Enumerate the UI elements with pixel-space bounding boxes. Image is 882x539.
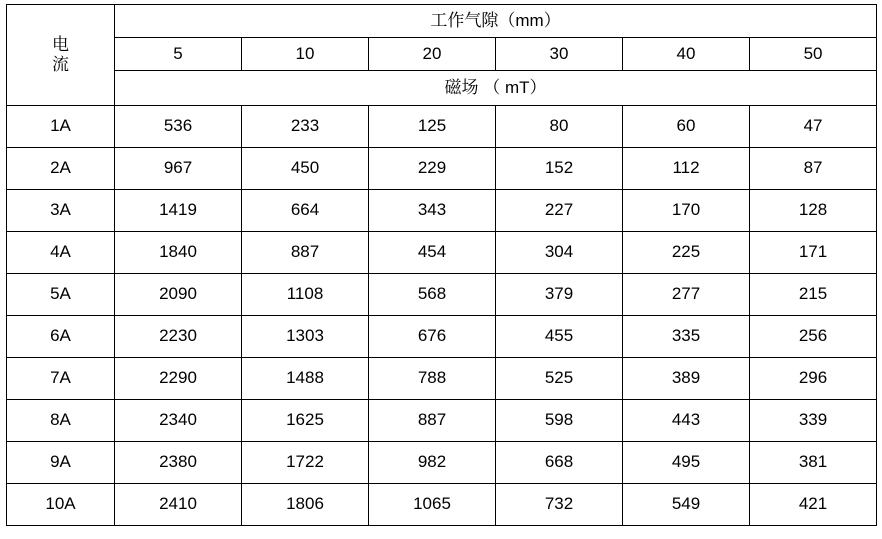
gap-header-50: 50	[750, 38, 877, 71]
value-cell: 87	[750, 148, 877, 190]
value-cell: 256	[750, 316, 877, 358]
value-cell: 47	[750, 106, 877, 148]
table-row	[7, 316, 877, 358]
value-cell: 2230	[115, 316, 242, 358]
value-cell: 389	[623, 358, 750, 400]
value-cell: 1488	[242, 358, 369, 400]
value-cell: 450	[242, 148, 369, 190]
value-cell: 732	[496, 484, 623, 526]
value-cell: 152	[496, 148, 623, 190]
value-cell: 339	[750, 400, 877, 442]
current-label: 3A	[7, 190, 115, 232]
value-cell: 536	[115, 106, 242, 148]
value-cell: 967	[115, 148, 242, 190]
value-cell: 2410	[115, 484, 242, 526]
table-row	[7, 400, 877, 442]
value-cell: 549	[623, 484, 750, 526]
current-label: 7A	[7, 358, 115, 400]
value-cell: 381	[750, 442, 877, 484]
value-cell: 455	[496, 316, 623, 358]
current-label: 1A	[7, 106, 115, 148]
gap-header-40: 40	[623, 38, 750, 71]
gap-header-5: 5	[115, 38, 242, 71]
current-label: 5A	[7, 274, 115, 316]
value-cell: 215	[750, 274, 877, 316]
value-cell: 379	[496, 274, 623, 316]
value-cell: 128	[750, 190, 877, 232]
value-cell: 227	[496, 190, 623, 232]
value-cell: 668	[496, 442, 623, 484]
table-row	[7, 484, 877, 526]
value-cell: 125	[369, 106, 496, 148]
table-header-row-field-title	[7, 71, 877, 106]
value-cell: 277	[623, 274, 750, 316]
table-row	[7, 274, 877, 316]
value-cell: 296	[750, 358, 877, 400]
current-label: 9A	[7, 442, 115, 484]
value-cell: 887	[242, 232, 369, 274]
value-cell: 1806	[242, 484, 369, 526]
row-label-header-line1: 电	[52, 34, 69, 54]
table-header-row-gap-title	[7, 5, 877, 38]
value-cell: 788	[369, 358, 496, 400]
value-cell: 225	[623, 232, 750, 274]
current-label: 10A	[7, 484, 115, 526]
value-cell: 1065	[369, 484, 496, 526]
row-label-header-current	[7, 5, 115, 106]
table-row	[7, 148, 877, 190]
value-cell: 170	[623, 190, 750, 232]
value-cell: 1419	[115, 190, 242, 232]
current-label: 6A	[7, 316, 115, 358]
gap-header-20: 20	[369, 38, 496, 71]
value-cell: 80	[496, 106, 623, 148]
value-cell: 304	[496, 232, 623, 274]
table-row	[7, 232, 877, 274]
value-cell: 664	[242, 190, 369, 232]
value-cell: 2380	[115, 442, 242, 484]
value-cell: 1303	[242, 316, 369, 358]
row-label-header-line2: 流	[52, 55, 69, 74]
gap-title-cell: 工作气隙（mm）	[115, 5, 877, 38]
value-cell: 495	[623, 442, 750, 484]
value-cell: 171	[750, 232, 877, 274]
current-label: 8A	[7, 400, 115, 442]
value-cell: 343	[369, 190, 496, 232]
value-cell: 421	[750, 484, 877, 526]
gap-header-10: 10	[242, 38, 369, 71]
magnetic-field-table	[6, 4, 877, 526]
document-page	[0, 4, 882, 539]
table-row	[7, 442, 877, 484]
table-row	[7, 190, 877, 232]
value-cell: 982	[369, 442, 496, 484]
field-title-cell: 磁场 （ mT）	[115, 71, 877, 106]
value-cell: 2290	[115, 358, 242, 400]
value-cell: 1722	[242, 442, 369, 484]
value-cell: 233	[242, 106, 369, 148]
value-cell: 454	[369, 232, 496, 274]
value-cell: 1625	[242, 400, 369, 442]
value-cell: 525	[496, 358, 623, 400]
value-cell: 229	[369, 148, 496, 190]
current-label: 4A	[7, 232, 115, 274]
value-cell: 443	[623, 400, 750, 442]
value-cell: 2340	[115, 400, 242, 442]
value-cell: 887	[369, 400, 496, 442]
value-cell: 1840	[115, 232, 242, 274]
current-label: 2A	[7, 148, 115, 190]
value-cell: 1108	[242, 274, 369, 316]
gap-header-30: 30	[496, 38, 623, 71]
value-cell: 2090	[115, 274, 242, 316]
value-cell: 598	[496, 400, 623, 442]
value-cell: 568	[369, 274, 496, 316]
value-cell: 112	[623, 148, 750, 190]
value-cell: 60	[623, 106, 750, 148]
table-header-row-gap-values	[7, 38, 877, 71]
table-row	[7, 358, 877, 400]
value-cell: 676	[369, 316, 496, 358]
value-cell: 335	[623, 316, 750, 358]
table-row	[7, 106, 877, 148]
